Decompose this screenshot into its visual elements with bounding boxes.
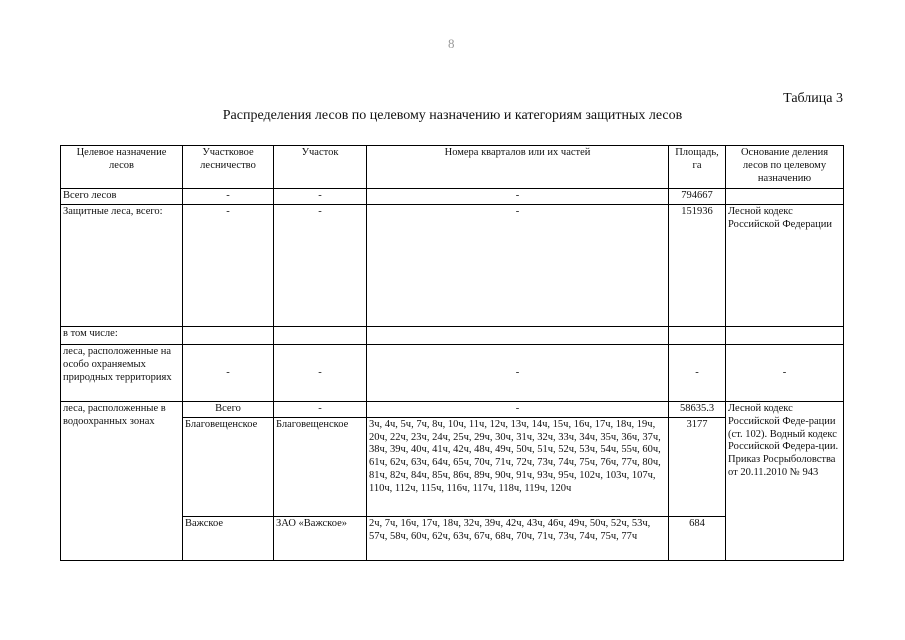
cell-quarters — [367, 327, 669, 345]
cell-district: - — [183, 205, 274, 327]
cell-area: 3177 — [669, 417, 726, 516]
cell-area: 58635.3 — [669, 402, 726, 418]
cell-quarters: 3ч, 4ч, 5ч, 7ч, 8ч, 10ч, 11ч, 12ч, 13ч, 14ч, 15ч, 16ч, 17ч, 18ч, 19ч, 20ч, 22ч, 23ч, 24ч, 25ч, 29ч, 30ч, 31ч, 32ч, 33ч, 34ч, 35ч, 36ч, 37ч, 38ч, 39ч, 40ч, 41ч, 42ч, 48ч, 49ч, 50ч, 51ч, 52ч, 53ч, 54ч, 55ч, 60ч, 61ч, 62ч, 63ч, 64ч, 65ч, 70ч, 71ч, 72ч, 73ч, 74ч, 75ч, 76ч, 77ч, 80ч, 81ч, 82ч, 84ч, 85ч, 86ч, 89ч, 90ч, 91ч, 93ч, 95ч, 102ч, 103ч, 107ч, 110ч, 112ч, 115ч, 116ч, 117ч, 118ч, 119ч, 120ч — [367, 417, 669, 516]
cell-quarters: - — [367, 402, 669, 418]
cell-purpose: Всего лесов — [61, 189, 183, 205]
cell-district: Благовещенское — [183, 417, 274, 516]
cell-district: - — [183, 345, 274, 402]
header-basis: Основание деления лесов по целевому назначению — [726, 146, 844, 189]
cell-basis — [726, 327, 844, 345]
table-label: Таблица 3 — [783, 91, 843, 106]
cell-plot: Благовещенское — [274, 417, 367, 516]
cell-area: 794667 — [669, 189, 726, 205]
cell-purpose: леса, расположенные в водоохранных зонах — [61, 402, 183, 561]
table-title: Распределения лесов по целевому назначению и категориям защитных лесов — [222, 108, 683, 123]
header-district: Участковое лесничество — [183, 146, 274, 189]
table-row — [61, 205, 844, 327]
cell-basis — [726, 189, 844, 205]
table-row — [61, 402, 844, 418]
cell-plot: - — [274, 205, 367, 327]
header-purpose: Целевое назначение лесов — [61, 146, 183, 189]
cell-purpose: леса, расположенные на особо охраняемых природных территориях — [61, 345, 183, 402]
header-quarters: Номера кварталов или их частей — [367, 146, 669, 189]
cell-basis: - — [726, 345, 844, 402]
cell-plot: - — [274, 189, 367, 205]
cell-basis: Лесной кодекс Российской Феде-рации (ст. 102). Водный кодекс Российской Федера-ции. Приказ Росрыболовства от 20.11.2010 № 943 — [726, 402, 844, 561]
cell-quarters: - — [367, 205, 669, 327]
cell-quarters: - — [367, 345, 669, 402]
cell-district: - — [183, 189, 274, 205]
forest-distribution-table — [60, 145, 844, 561]
cell-district — [183, 327, 274, 345]
table-row — [61, 189, 844, 205]
cell-area: 151936 — [669, 205, 726, 327]
cell-basis: Лесной кодекс Российской Федерации — [726, 205, 844, 327]
cell-quarters: 2ч, 7ч, 16ч, 17ч, 18ч, 32ч, 39ч, 42ч, 43ч, 46ч, 49ч, 50ч, 52ч, 53ч, 57ч, 58ч, 60ч, 62ч, 63ч, 67ч, 68ч, 70ч, 71ч, 73ч, 74ч, 75ч, 77ч — [367, 516, 669, 560]
cell-quarters: - — [367, 189, 669, 205]
cell-plot: ЗАО «Важское» — [274, 516, 367, 560]
cell-area: - — [669, 345, 726, 402]
cell-purpose: Защитные леса, всего: — [61, 205, 183, 327]
cell-purpose: в том числе: — [61, 327, 183, 345]
cell-plot: - — [274, 345, 367, 402]
cell-area: 684 — [669, 516, 726, 560]
table-row — [61, 327, 844, 345]
header-plot: Участок — [274, 146, 367, 189]
table-row — [61, 345, 844, 402]
cell-district: Всего — [183, 402, 274, 418]
cell-district: Важское — [183, 516, 274, 560]
page-number: 8 — [448, 36, 455, 51]
header-area: Площадь, га — [669, 146, 726, 189]
cell-plot: - — [274, 402, 367, 418]
table-header-row — [61, 146, 844, 189]
cell-plot — [274, 327, 367, 345]
cell-area — [669, 327, 726, 345]
